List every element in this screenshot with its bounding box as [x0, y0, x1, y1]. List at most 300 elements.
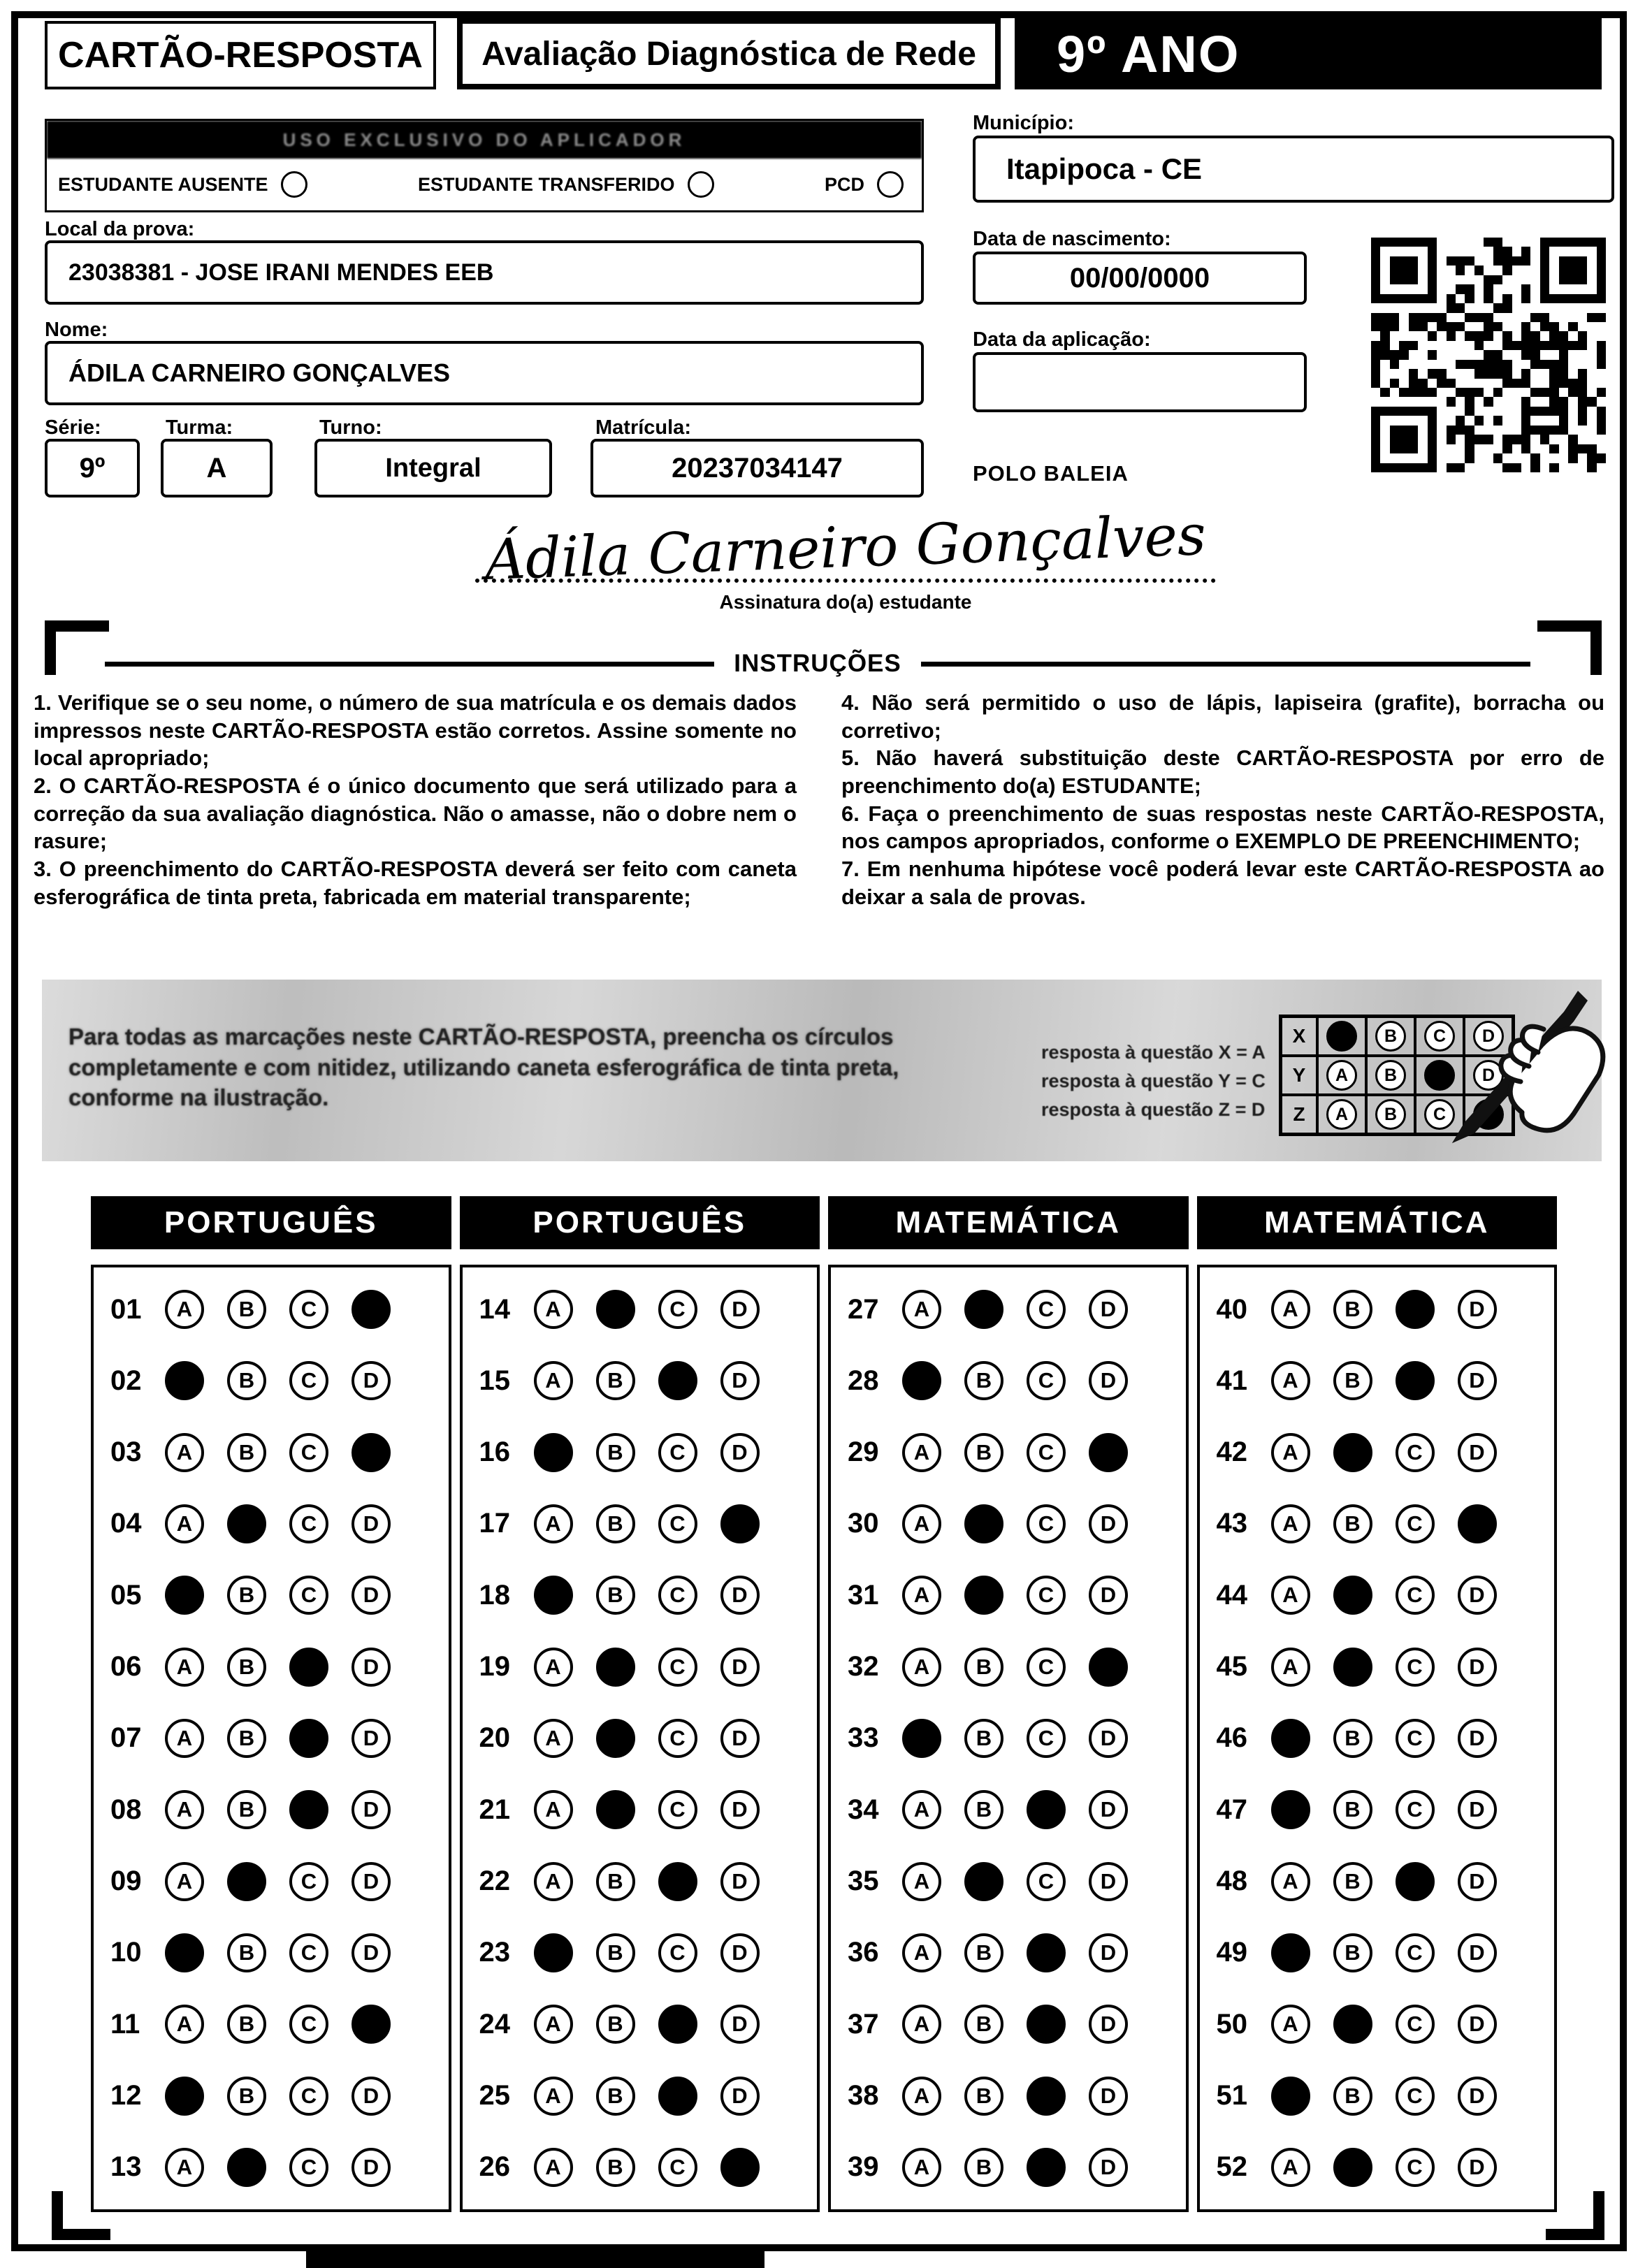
qr-module: [1493, 266, 1502, 275]
qr-module: [1437, 341, 1446, 350]
bubble-c[interactable]: C: [1027, 1576, 1066, 1615]
bubble-b[interactable]: B: [596, 1504, 635, 1543]
bubble-a[interactable]: A: [534, 1862, 573, 1901]
bubble-a[interactable]: A: [534, 2077, 573, 2116]
bubble-b[interactable]: B: [1333, 1504, 1372, 1543]
bubble-a[interactable]: A: [534, 1790, 573, 1829]
bubble-d[interactable]: D: [1458, 2077, 1497, 2116]
bubble-b[interactable]: B: [1333, 1862, 1372, 1901]
bubble-a[interactable]: A: [534, 2148, 573, 2187]
bubble-d[interactable]: D: [1089, 2148, 1128, 2187]
bubble-c[interactable]: [289, 1790, 328, 1829]
bubble-d[interactable]: D: [1089, 1862, 1128, 1901]
bubble-c[interactable]: C: [1027, 1504, 1066, 1543]
qr-module: [1484, 435, 1493, 444]
bubble-c[interactable]: C: [1396, 1790, 1435, 1829]
bubble-b[interactable]: B: [227, 1361, 266, 1400]
bubble-c[interactable]: [658, 1361, 697, 1400]
bubble-d[interactable]: D: [1458, 1862, 1497, 1901]
bubble-a[interactable]: A: [902, 1433, 941, 1472]
qr-module: [1474, 453, 1484, 463]
bubble-b[interactable]: B: [1375, 1021, 1406, 1052]
bubble-d[interactable]: D: [720, 1361, 760, 1400]
bubble-a[interactable]: A: [1271, 1290, 1310, 1329]
question-number: 44: [1216, 1579, 1247, 1611]
bubble-b[interactable]: [964, 1576, 1003, 1615]
bubble-a[interactable]: A: [165, 1433, 204, 1472]
bubble-b[interactable]: B: [964, 1790, 1003, 1829]
bubble-d[interactable]: D: [1473, 1060, 1504, 1091]
bubble-c[interactable]: [1027, 2148, 1066, 2187]
bubble-d[interactable]: D: [720, 1862, 760, 1901]
bubble-a[interactable]: A: [1271, 1361, 1310, 1400]
bubble-a[interactable]: [902, 1361, 941, 1400]
bubble-d[interactable]: D: [1458, 1648, 1497, 1687]
bubble-a[interactable]: A: [165, 1290, 204, 1329]
bubble-d[interactable]: D: [1458, 2005, 1497, 2044]
qr-module: [1456, 388, 1465, 397]
bubble-d[interactable]: D: [1089, 1933, 1128, 1972]
bubble-c[interactable]: C: [1396, 1576, 1435, 1615]
bubble-b[interactable]: B: [964, 2005, 1003, 2044]
corner-bracket-top-right: [1537, 620, 1602, 675]
bubble-a[interactable]: A: [534, 1648, 573, 1687]
bubble-b[interactable]: [1333, 1648, 1372, 1687]
bubble-c[interactable]: C: [289, 1933, 328, 1972]
bubble-d[interactable]: D: [351, 2077, 391, 2116]
bubble-b[interactable]: B: [964, 1933, 1003, 1972]
qr-module: [1512, 322, 1521, 331]
answers-section: [91, 1196, 1557, 2212]
bubble-c[interactable]: C: [289, 2077, 328, 2116]
bubble-c[interactable]: C: [658, 1504, 697, 1543]
qr-module: [1568, 331, 1577, 340]
question-number: 22: [479, 1866, 510, 1897]
bubble-d[interactable]: D: [1458, 1433, 1497, 1472]
bubble-c[interactable]: C: [1027, 1648, 1066, 1687]
bubble-b[interactable]: [227, 2148, 266, 2187]
bubble-a[interactable]: A: [902, 1290, 941, 1329]
bubble-d[interactable]: D: [1458, 1790, 1497, 1829]
bubble-b[interactable]: [596, 1790, 635, 1829]
bubble-d[interactable]: D: [1458, 1290, 1497, 1329]
bubble-d[interactable]: D: [1089, 1361, 1128, 1400]
qr-module: [1484, 313, 1493, 322]
qr-module: [1512, 463, 1521, 472]
bubble-b[interactable]: [964, 1290, 1003, 1329]
bubble-a[interactable]: [534, 1576, 573, 1615]
bubble-b[interactable]: B: [964, 2077, 1003, 2116]
bubble-d[interactable]: D: [1458, 1576, 1497, 1615]
bubble-a[interactable]: [1326, 1021, 1357, 1052]
bubble-d[interactable]: [351, 1290, 391, 1329]
qr-module: [1597, 435, 1606, 444]
bubble-d[interactable]: [1458, 1504, 1497, 1543]
qr-module: [1399, 453, 1408, 463]
bubble-c[interactable]: [1027, 1790, 1066, 1829]
bubble-d[interactable]: D: [1089, 2005, 1128, 2044]
bubble-d[interactable]: D: [1089, 1790, 1128, 1829]
question-row: [1217, 2077, 1538, 2116]
bubble-c[interactable]: C: [658, 2148, 697, 2187]
qr-module: [1512, 416, 1521, 425]
qr-module: [1371, 313, 1380, 322]
bubble-b[interactable]: [1333, 2005, 1372, 2044]
bubble-b[interactable]: B: [1375, 1060, 1406, 1091]
status-option-ausente: [58, 171, 307, 198]
bubble-c[interactable]: C: [658, 1290, 697, 1329]
bubble-c[interactable]: [289, 1719, 328, 1758]
serie-label: Série:: [45, 416, 101, 439]
bubble-d[interactable]: D: [720, 1576, 760, 1615]
bubble-d[interactable]: [1089, 1648, 1128, 1687]
qr-module: [1409, 322, 1418, 331]
bubble-a[interactable]: A: [1271, 2148, 1310, 2187]
bubble-a[interactable]: [165, 1933, 204, 1972]
bubble-d[interactable]: D: [720, 2077, 760, 2116]
example-legend-line: resposta à questão Y = C: [1041, 1070, 1266, 1091]
bubble-a[interactable]: A: [1271, 2005, 1310, 2044]
bubble-d[interactable]: D: [1473, 1021, 1504, 1052]
bubble-a[interactable]: [165, 1361, 204, 1400]
qr-module: [1530, 453, 1539, 463]
question-row: [1217, 1504, 1538, 1543]
bubble-a[interactable]: A: [902, 1933, 941, 1972]
bubble-b[interactable]: B: [596, 2005, 635, 2044]
bubble-c[interactable]: C: [289, 1862, 328, 1901]
bubble-a[interactable]: A: [165, 1719, 204, 1758]
bubble-b[interactable]: B: [964, 1361, 1003, 1400]
bubble-d[interactable]: D: [1458, 1933, 1497, 1972]
bubble-c[interactable]: [658, 2005, 697, 2044]
bubble-d[interactable]: D: [1458, 2148, 1497, 2187]
bubble-b[interactable]: [227, 1862, 266, 1901]
question-number: 37: [848, 2008, 879, 2040]
bubble-c[interactable]: C: [1396, 2148, 1435, 2187]
question-number: 49: [1216, 1937, 1247, 1968]
bubble-a[interactable]: A: [1271, 1648, 1310, 1687]
bubble-b[interactable]: [964, 1862, 1003, 1901]
bubble-a[interactable]: A: [534, 1290, 573, 1329]
qr-module: [1428, 331, 1437, 340]
bubble-a[interactable]: A: [534, 2005, 573, 2044]
bubble-c[interactable]: [289, 1648, 328, 1687]
bubble-a[interactable]: A: [165, 2148, 204, 2187]
bubble-b[interactable]: B: [227, 2077, 266, 2116]
bubble-d[interactable]: D: [1089, 1504, 1128, 1543]
bubble-a[interactable]: A: [165, 1648, 204, 1687]
bubble-d[interactable]: [351, 1433, 391, 1472]
bubble-a[interactable]: [1271, 1933, 1310, 1972]
bubble-b[interactable]: B: [1333, 1290, 1372, 1329]
qr-module: [1578, 416, 1587, 425]
bubble-c[interactable]: C: [1424, 1099, 1455, 1130]
bubble-c[interactable]: [1396, 1862, 1435, 1901]
qr-module: [1484, 341, 1493, 350]
bubble-d[interactable]: D: [720, 1719, 760, 1758]
qr-module: [1465, 435, 1474, 444]
bubble-b[interactable]: [227, 1504, 266, 1543]
qr-module: [1578, 360, 1587, 369]
bubble-c[interactable]: [658, 2077, 697, 2116]
bubble-d[interactable]: [351, 2005, 391, 2044]
bubble-d[interactable]: D: [351, 1719, 391, 1758]
bubble-a[interactable]: A: [165, 1790, 204, 1829]
qr-module: [1465, 426, 1474, 435]
bubble-b[interactable]: [596, 1719, 635, 1758]
bubble-d[interactable]: D: [351, 1862, 391, 1901]
bubble-c[interactable]: [1027, 2005, 1066, 2044]
qr-module: [1578, 453, 1587, 463]
bubble-c[interactable]: [1027, 2077, 1066, 2116]
bubble-c[interactable]: C: [289, 1576, 328, 1615]
local-da-prova-value: 23038381 - JOSE IRANI MENDES EEB: [68, 259, 494, 286]
bubble-a[interactable]: A: [1326, 1060, 1357, 1091]
bubble-b[interactable]: B: [964, 1433, 1003, 1472]
qr-module: [1447, 463, 1456, 472]
bubble-a[interactable]: A: [902, 1790, 941, 1829]
data-aplicacao-field: [973, 352, 1307, 412]
bubble-a[interactable]: A: [534, 1504, 573, 1543]
qr-module: [1521, 397, 1530, 406]
bubble-d[interactable]: D: [1089, 1290, 1128, 1329]
qr-module: [1409, 341, 1418, 350]
bubble-d[interactable]: D: [1089, 2077, 1128, 2116]
bubble-c[interactable]: C: [1027, 1361, 1066, 1400]
qr-module: [1578, 407, 1587, 416]
bubble-c[interactable]: C: [1396, 1719, 1435, 1758]
qr-module: [1578, 388, 1587, 397]
bubble-b[interactable]: B: [227, 1433, 266, 1472]
bubble-c[interactable]: C: [289, 1504, 328, 1543]
bubble-d[interactable]: D: [720, 1433, 760, 1472]
bubble-d[interactable]: [1089, 1433, 1128, 1472]
bubble-a[interactable]: A: [902, 1862, 941, 1901]
subject-header: MATEMÁTICA: [1197, 1196, 1558, 1249]
bubble-b[interactable]: B: [227, 1933, 266, 1972]
bubble-d[interactable]: D: [1458, 1361, 1497, 1400]
qr-module: [1540, 407, 1549, 416]
question-number: 32: [848, 1651, 879, 1682]
bubble-b[interactable]: [596, 1648, 635, 1687]
bubble-a[interactable]: A: [1271, 1433, 1310, 1472]
bubble-a[interactable]: A: [165, 1504, 204, 1543]
bubble-c[interactable]: C: [658, 1648, 697, 1687]
bubble-a[interactable]: A: [165, 2005, 204, 2044]
qr-module: [1549, 463, 1558, 472]
bubble-b[interactable]: [596, 1290, 635, 1329]
qr-module: [1587, 294, 1596, 303]
aplicador-section: [45, 119, 924, 212]
bubble-c[interactable]: C: [1396, 2005, 1435, 2044]
bubble-c[interactable]: C: [658, 1719, 697, 1758]
qr-module: [1484, 275, 1493, 284]
bubble-c[interactable]: C: [1027, 1719, 1066, 1758]
bubble-a[interactable]: [165, 1576, 204, 1615]
bubble-c[interactable]: C: [1396, 2077, 1435, 2116]
qr-module: [1502, 331, 1512, 340]
bubble-d[interactable]: D: [1089, 1576, 1128, 1615]
bubble-a[interactable]: [1271, 2077, 1310, 2116]
qr-module: [1380, 453, 1389, 463]
bubble-a[interactable]: A: [902, 2005, 941, 2044]
qr-module: [1597, 313, 1606, 322]
qr-module: [1578, 275, 1587, 284]
bubble-b[interactable]: B: [596, 1361, 635, 1400]
qr-module: [1530, 463, 1539, 472]
bubble-c[interactable]: C: [289, 1361, 328, 1400]
qr-module: [1530, 435, 1539, 444]
bubble-d[interactable]: D: [1089, 1719, 1128, 1758]
bubble-a[interactable]: A: [902, 1504, 941, 1543]
bubble-b[interactable]: [1333, 1433, 1372, 1472]
bubble-d[interactable]: D: [351, 1648, 391, 1687]
bubble-b[interactable]: B: [596, 1862, 635, 1901]
qr-module: [1418, 256, 1427, 266]
qr-module: [1493, 444, 1502, 453]
bubble-c[interactable]: C: [1424, 1021, 1455, 1052]
bubble-b[interactable]: B: [596, 1933, 635, 1972]
bubble-d[interactable]: D: [720, 1290, 760, 1329]
bubble-c[interactable]: C: [658, 1576, 697, 1615]
bubble-b[interactable]: B: [964, 2148, 1003, 2187]
bubble-d[interactable]: D: [720, 1790, 760, 1829]
bubble-b[interactable]: B: [1333, 1719, 1372, 1758]
bubble-b[interactable]: B: [1375, 1099, 1406, 1130]
turno-label: Turno:: [319, 416, 382, 439]
bubble-a[interactable]: A: [902, 1648, 941, 1687]
bubble-c[interactable]: C: [658, 1433, 697, 1472]
bubble-b[interactable]: B: [1333, 2077, 1372, 2116]
bubble-d[interactable]: D: [1458, 1719, 1497, 1758]
bubble-b[interactable]: B: [1333, 1361, 1372, 1400]
bubble-a[interactable]: [902, 1719, 941, 1758]
bubble-c[interactable]: C: [1396, 1933, 1435, 1972]
bubble-c[interactable]: C: [1396, 1648, 1435, 1687]
bubble-a[interactable]: A: [165, 1862, 204, 1901]
bubble-a[interactable]: [165, 2077, 204, 2116]
bubble-c[interactable]: C: [289, 2148, 328, 2187]
bubble-d[interactable]: [720, 1504, 760, 1543]
bubble-b[interactable]: [1333, 2148, 1372, 2187]
qr-module: [1409, 388, 1418, 397]
bubble-c[interactable]: C: [1027, 1862, 1066, 1901]
bubble-b[interactable]: B: [1333, 1933, 1372, 1972]
bubble-b[interactable]: [1333, 1576, 1372, 1615]
radio-circle-pcd[interactable]: [877, 171, 904, 198]
bubble-a[interactable]: [534, 1433, 573, 1472]
bubble-d[interactable]: D: [351, 1504, 391, 1543]
qr-module: [1578, 341, 1587, 350]
bubble-b[interactable]: B: [227, 1648, 266, 1687]
bubble-c[interactable]: [1396, 1290, 1435, 1329]
bubble-d[interactable]: D: [351, 1361, 391, 1400]
bubble-b[interactable]: B: [227, 1576, 266, 1615]
bubble-c[interactable]: [658, 1862, 697, 1901]
question-row: [1217, 2148, 1538, 2187]
qr-module: [1578, 303, 1587, 312]
bubble-b[interactable]: B: [1333, 1790, 1372, 1829]
qr-module: [1437, 379, 1446, 388]
bubble-c[interactable]: [1396, 1361, 1435, 1400]
bubble-d[interactable]: D: [351, 1576, 391, 1615]
bubble-d[interactable]: D: [720, 1648, 760, 1687]
bubble-b[interactable]: [964, 1504, 1003, 1543]
bubble-c[interactable]: C: [658, 1933, 697, 1972]
bubble-b[interactable]: B: [964, 1648, 1003, 1687]
bubble-c[interactable]: C: [289, 2005, 328, 2044]
bubble-c[interactable]: C: [1027, 1433, 1066, 1472]
qr-module: [1493, 463, 1502, 472]
qr-module: [1484, 266, 1493, 275]
bubble-c[interactable]: C: [1396, 1504, 1435, 1543]
bubble-a[interactable]: A: [534, 1719, 573, 1758]
bubble-a[interactable]: A: [1326, 1099, 1357, 1130]
qr-module: [1568, 388, 1577, 397]
bubble-b[interactable]: B: [227, 1290, 266, 1329]
radio-circle-transferido[interactable]: [688, 171, 714, 198]
bubble-b[interactable]: B: [227, 1790, 266, 1829]
bubble-b[interactable]: B: [596, 1576, 635, 1615]
qr-module: [1409, 313, 1418, 322]
qr-module: [1568, 453, 1577, 463]
question-number: 23: [479, 1937, 510, 1968]
bubble-a[interactable]: [1271, 1790, 1310, 1829]
bubble-d[interactable]: [720, 2148, 760, 2187]
bubble-a[interactable]: A: [1271, 1504, 1310, 1543]
bubble-c[interactable]: C: [289, 1433, 328, 1472]
bubble-a[interactable]: [534, 1933, 573, 1972]
bubble-b[interactable]: B: [964, 1719, 1003, 1758]
bubble-d[interactable]: D: [351, 2148, 391, 2187]
bubble-a[interactable]: A: [902, 1576, 941, 1615]
bubble-b[interactable]: B: [227, 2005, 266, 2044]
bubble-a[interactable]: A: [1271, 1862, 1310, 1901]
bubble-a[interactable]: A: [534, 1361, 573, 1400]
question-row: [110, 1576, 432, 1615]
bubble-a[interactable]: A: [902, 2077, 941, 2116]
qr-module: [1530, 350, 1539, 359]
bubble-a[interactable]: A: [1271, 1576, 1310, 1615]
qr-module: [1521, 369, 1530, 378]
bubble-d[interactable]: D: [720, 2005, 760, 2044]
bubble-c[interactable]: [1027, 1933, 1066, 1972]
qr-module: [1549, 238, 1558, 247]
bubble-b[interactable]: B: [596, 2148, 635, 2187]
bubble-d[interactable]: D: [351, 1933, 391, 1972]
qr-module: [1428, 350, 1437, 359]
radio-circle-ausente[interactable]: [281, 171, 307, 198]
bubble-b[interactable]: B: [227, 1719, 266, 1758]
question-number: 47: [1216, 1794, 1247, 1825]
qr-module: [1559, 341, 1568, 350]
bubble-d[interactable]: D: [351, 1790, 391, 1829]
qr-module: [1521, 360, 1530, 369]
bubble-c[interactable]: C: [658, 1790, 697, 1829]
bubble-b[interactable]: B: [596, 1433, 635, 1472]
qr-module: [1399, 426, 1408, 435]
bubble-a[interactable]: [1271, 1719, 1310, 1758]
question-row: [1217, 1361, 1538, 1400]
qr-module: [1390, 322, 1399, 331]
subject-header: PORTUGUÊS: [460, 1196, 820, 1249]
bubble-a[interactable]: A: [902, 2148, 941, 2187]
bubble-d[interactable]: D: [720, 1933, 760, 1972]
bubble-b[interactable]: B: [596, 2077, 635, 2116]
bubble-c[interactable]: C: [1396, 1433, 1435, 1472]
bubble-c[interactable]: C: [289, 1290, 328, 1329]
bubble-c[interactable]: C: [1027, 1290, 1066, 1329]
